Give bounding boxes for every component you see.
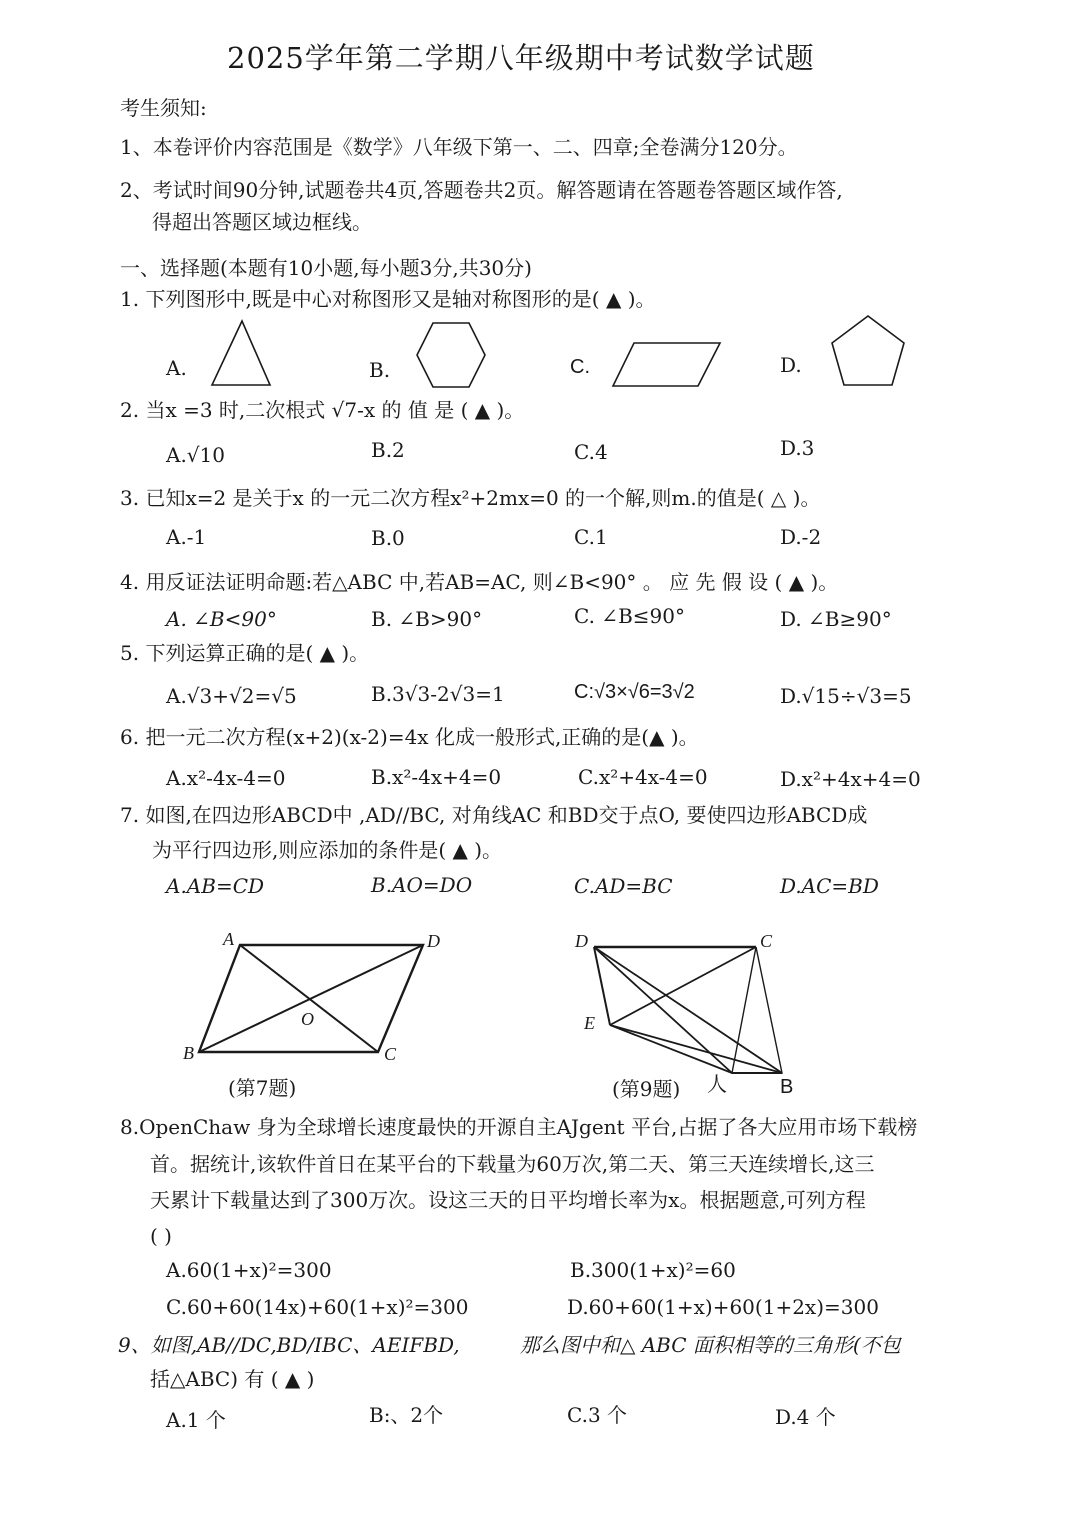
q9-option-a: A.1 个 bbox=[166, 1408, 226, 1432]
fig9-label-e: E bbox=[584, 1013, 595, 1033]
q7-option-c: C.AD=BC bbox=[574, 874, 673, 898]
fig9-label-d: D bbox=[575, 931, 588, 951]
fig7-label-c: C bbox=[384, 1044, 397, 1064]
q1-option-d-label: D. bbox=[780, 353, 802, 377]
q5-option-c: C:√3×√6=3√2 bbox=[574, 681, 695, 703]
fig9-line-eb bbox=[610, 1025, 782, 1073]
fig9-line-db bbox=[594, 947, 782, 1073]
notice-heading: 考生须知: bbox=[120, 96, 207, 120]
question-8-line1: 8.OpenChaw 身为全球增长速度最快的开源自主AJgent 平台,占据了各大应用市场下载榜 bbox=[120, 1115, 918, 1139]
figure-9-triangle-diagram bbox=[570, 925, 810, 1085]
section-heading: 一、选择题(本题有10小题,每小题3分,共30分) bbox=[120, 256, 532, 280]
question-8-answer-blank: ( ) bbox=[150, 1224, 172, 1248]
fig7-label-d: D bbox=[427, 931, 440, 951]
fig7-label-b: B bbox=[183, 1043, 194, 1063]
question-7-stem-line2: 为平行四边形,则应添加的条件是( ▲ )。 bbox=[152, 838, 503, 862]
q6-option-a: A.x²-4x-4=0 bbox=[166, 766, 286, 790]
q7-option-d: D.AC=BD bbox=[780, 874, 879, 898]
q2-option-a: A.√10 bbox=[166, 443, 225, 467]
q2-option-b: B.2 bbox=[371, 438, 405, 462]
question-5-stem: 5. 下列运算正确的是( ▲ )。 bbox=[120, 641, 370, 665]
q8-option-b: B.300(1+x)²=60 bbox=[570, 1258, 736, 1282]
question-8-line2: 首。据统计,该软件首日在某平台的下载量为60万次,第二天、第三天连续增长,这三 bbox=[150, 1152, 875, 1176]
q1-option-b-label: B. bbox=[369, 358, 391, 382]
question-3-stem: 3. 已知x=2 是关于x 的一元二次方程x²+2mx=0 的一个解,则m.的值是( △ )。 bbox=[120, 486, 821, 510]
q3-option-a: A.-1 bbox=[166, 525, 207, 549]
fig9-line-ec bbox=[610, 947, 756, 1025]
question-6-stem: 6. 把一元二次方程(x+2)(x-2)=4x 化成一般形式,正确的是(▲ )。 bbox=[120, 725, 699, 749]
figure-7-parallelogram-diagram bbox=[175, 925, 455, 1065]
q4-option-b: B. ∠B>90° bbox=[371, 607, 483, 631]
fig9-shaded-triangle bbox=[732, 947, 782, 1073]
q6-option-b: B.x²-4x+4=0 bbox=[371, 765, 502, 789]
question-9-line1-right: 那么图中和△ ABC 面积相等的三角形(不包 bbox=[520, 1333, 901, 1357]
triangle-figure bbox=[205, 318, 275, 390]
q3-option-c: C.1 bbox=[574, 525, 608, 549]
q9-option-c: C.3 个 bbox=[567, 1403, 628, 1427]
notice-item-1: 1、本卷评价内容范围是《数学》八年级下第一、二、四章;全卷满分120分。 bbox=[120, 135, 798, 159]
parallelogram-figure bbox=[610, 340, 725, 390]
fig9-label-b: B bbox=[780, 1076, 794, 1098]
question-7-stem-line1: 7. 如图,在四边形ABCD中 ,AD//BC, 对角线AC 和BD交于点O, 要使四边形ABCD成 bbox=[120, 803, 868, 827]
q8-option-a: A.60(1+x)²=300 bbox=[166, 1258, 332, 1282]
q4-option-c: C. ∠B≤90° bbox=[574, 604, 685, 628]
q3-option-d: D.-2 bbox=[780, 525, 822, 549]
q6-option-d: D.x²+4x+4=0 bbox=[780, 767, 921, 791]
question-1-stem: 1. 下列图形中,既是中心对称图形又是轴对称图形的是( ▲ )。 bbox=[120, 287, 656, 311]
fig9-label-c: C bbox=[760, 931, 773, 951]
q4-option-a: A. ∠B<90° bbox=[166, 607, 277, 631]
q5-option-b: B.3√3-2√3=1 bbox=[371, 682, 505, 706]
fig7-label-o: O bbox=[301, 1009, 314, 1029]
hexagon-figure bbox=[412, 320, 490, 392]
q9-option-d: D.4 个 bbox=[775, 1405, 836, 1429]
q7-option-b: B.AO=DO bbox=[371, 873, 473, 897]
fig9-label-a: 人 bbox=[707, 1074, 727, 1096]
q4-option-d: D. ∠B≥90° bbox=[780, 607, 892, 631]
q6-option-c: C.x²+4x-4=0 bbox=[578, 765, 708, 789]
pentagon-figure bbox=[826, 313, 910, 391]
q3-option-b: B.0 bbox=[371, 526, 405, 550]
page-title: 2025学年第二学期八年级期中考试数学试题 bbox=[227, 41, 815, 75]
q5-option-a: A.√3+√2=√5 bbox=[166, 684, 297, 708]
figure-7-caption: (第7题) bbox=[228, 1076, 297, 1100]
q9-option-b: B:、2个 bbox=[369, 1403, 444, 1427]
q2-option-d: D.3 bbox=[780, 436, 815, 460]
notice-item-2-line2: 得超出答题区域边框线。 bbox=[152, 210, 372, 234]
q1-option-a-label: A. bbox=[166, 356, 187, 380]
fig7-label-a: A bbox=[223, 929, 234, 949]
fig9-line-ea bbox=[610, 1025, 732, 1073]
q2-option-c: C.4 bbox=[574, 440, 608, 464]
question-8-line3: 天累计下载量达到了300万次。设这三天的日平均增长率为x。根据题意,可列方程 bbox=[150, 1188, 866, 1212]
question-2-stem: 2. 当x =3 时,二次根式 √7-x 的 值 是 ( ▲ )。 bbox=[120, 398, 525, 422]
q8-option-d: D.60+60(1+x)+60(1+2x)=300 bbox=[567, 1295, 879, 1319]
question-4-stem: 4. 用反证法证明命题:若△ABC 中,若AB=AC, 则∠B<90° 。 应 先 假 设 ( ▲ )。 bbox=[120, 570, 839, 594]
question-9-line2: 括△ABC) 有 ( ▲ ) bbox=[150, 1367, 315, 1391]
question-9-line1-left: 9、如图,AB//DC,BD/IBC、AEIFBD, bbox=[118, 1333, 460, 1357]
notice-item-2-line1: 2、考试时间90分钟,试题卷共4页,答题卷共2页。解答题请在答题卷答题区域作答, bbox=[120, 178, 843, 202]
q8-option-c: C.60+60(14x)+60(1+x)²=300 bbox=[166, 1295, 469, 1319]
figure-9-caption: (第9题) bbox=[612, 1077, 681, 1101]
q1-option-c-label: C. bbox=[570, 356, 590, 378]
q7-option-a: A.AB=CD bbox=[166, 874, 265, 898]
q5-option-d: D.√15÷√3=5 bbox=[780, 684, 912, 708]
